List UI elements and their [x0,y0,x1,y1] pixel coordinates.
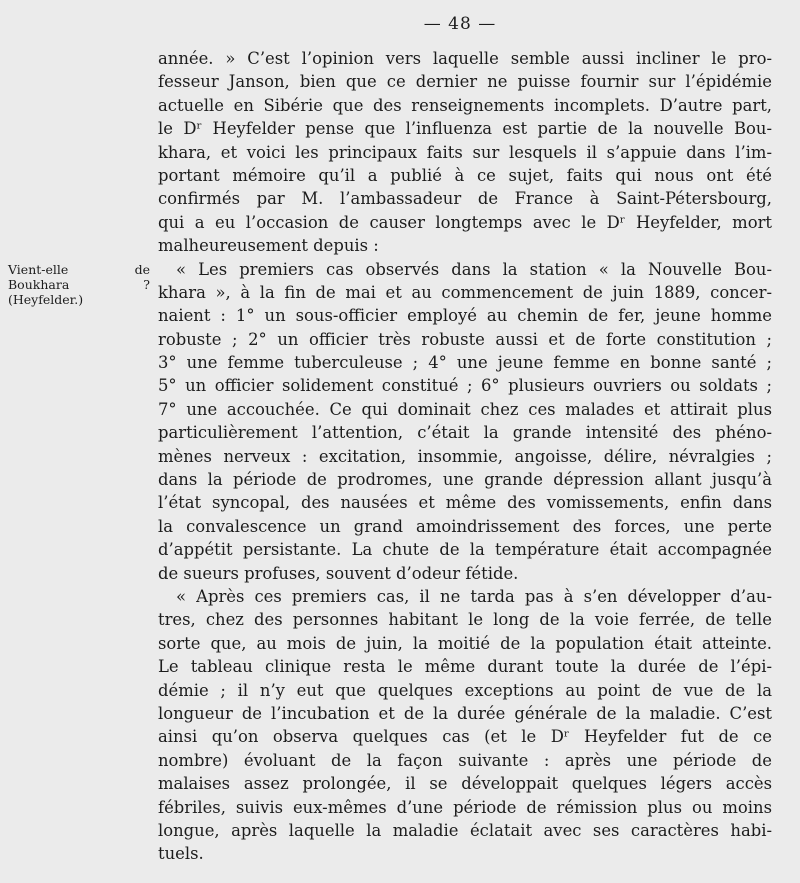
page-number: — 48 — [423,14,497,34]
text-line: l’état syncopal, des nausées et même des vomissements, enfin dans [158,493,772,513]
text-line: 3° une femme tuberculeuse ; 4° une jeune femme en bonne santé ; [158,353,772,373]
text-line: 7° une accouchée. Ce qui dominait chez ces malades et attirait plus [158,399,772,419]
text-line: la convalescence un grand amoindrissement des forces, une perte [158,516,772,536]
text-line: 5° un officier solidement constitué ; 6° plusieurs ouvriers ou soldats ; [158,376,772,396]
body-text [158,47,772,866]
text-line: malaises assez prolongée, il se développait quelques légers accès [158,774,772,794]
text-line: tres, chez des personnes habitant le long de la voie ferrée, de telle [158,610,772,630]
text-line: tuels. [158,844,204,864]
text-line: fébriles, suivis eux-mêmes d’une période de rémission plus ou moins [158,797,772,817]
text-line: confirmés par M. l’ambassadeur de France à Saint-Pétersbourg, [158,189,772,209]
text-line: actuelle en Sibérie que des renseignements incomplets. D’autre part, [158,95,772,115]
text-line: « Après ces premiers cas, il ne tarda pas à s’en développer d’au- [176,586,772,606]
text-line: de sueurs profuses, souvent d’odeur fétide. [158,563,519,583]
text-line: année. » C’est l’opinion vers laquelle semble aussi incliner le pro- [158,49,772,68]
text-line: longue, après laquelle la maladie éclatait avec ses caractères habi- [158,820,772,840]
text-line: khara, et voici les principaux faits sur lesquels il s’appuie dans l’im- [158,142,772,162]
text-line: mènes nerveux : excitation, insommie, angoisse, délire, névralgies ; [158,446,772,466]
text-line: démie ; il n’y eut que quelques exceptions au point de vue de la [158,680,772,700]
text-line: Le tableau clinique resta le même durant toute la durée de l’épi- [158,657,772,677]
text-line: malheureusement depuis : [158,236,379,256]
text-line: naient : 1° un sous-officier employé au chemin de fer, jeune homme [158,306,772,326]
text-line: sorte que, au mois de juin, la moitié de la population était atteinte. [158,633,772,653]
text-line: ainsi qu’on observa quelques cas (et le Dʳ Heyfelder fut de ce [158,727,772,747]
text-line: portant mémoire qu’il a publié à ce sujet, faits qui nous ont été [158,165,772,185]
text-line: fesseur Janson, bien que ce dernier ne puisse fournir sur l’épidémie [158,72,772,92]
text-line: le Dʳ Heyfelder pense que l’influenza est partie de la nouvelle Bou- [158,119,772,139]
text-line: dans la période de prodromes, une grande dépression allant jusqu’à [158,470,772,490]
text-line: longueur de l’incubation et de la durée générale de la maladie. C’est [158,703,772,723]
text-line: « Les premiers cas observés dans la station « la Nouvelle Bou- [176,259,772,279]
text-line: particulièrement l’attention, c’était la grande intensité des phéno- [158,423,772,443]
text-line: qui a eu l’occasion de causer longtemps avec le Dʳ Heyfelder, mort [158,212,772,232]
text-line: d’appétit persistante. La chute de la température était accompagnée [158,540,772,560]
text-line: khara », à la fin de mai et au commencement de juin 1889, concer- [158,282,772,302]
margin-note: Vient-elle de Boukhara ? (Heyfelder.) [8,262,150,307]
text-line: robuste ; 2° un officier très robuste aussi et de forte constitution ; [158,329,772,349]
text-line: nombre) évoluant de la façon suivante : après une période de [158,750,772,770]
